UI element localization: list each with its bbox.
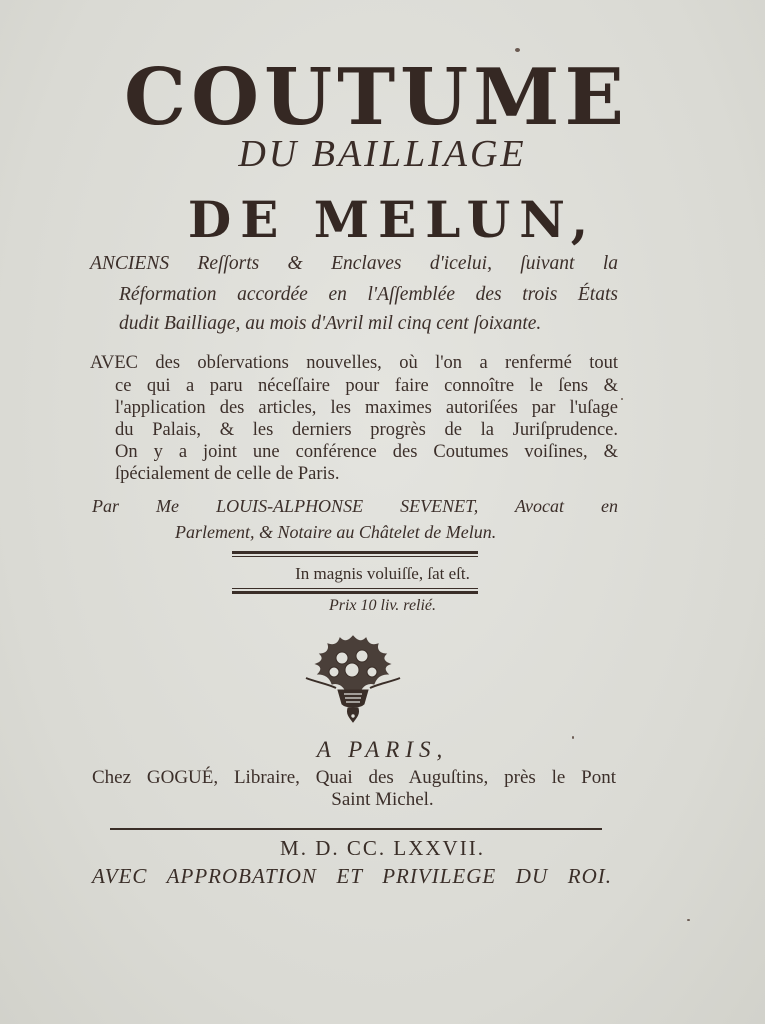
subtitle-line-2: Réformation accordée en l'Aſſemblée des trois États: [119, 284, 618, 305]
price: Prix 10 liv. relié.: [328, 597, 437, 614]
paper-speck: [515, 48, 520, 52]
paper-speck: [572, 736, 574, 739]
flower-basket-ornament-icon: [300, 632, 406, 728]
title-de-melun: DE MELUN,: [187, 190, 598, 249]
rule-bottom-thin: [232, 588, 478, 589]
description-line-1: AVEC des obſervations nouvelles, où l'on a renfermé tout: [90, 353, 618, 373]
bottom-rule: [110, 828, 602, 830]
imprint-publisher-line-1: Chez GOGUÉ, Libraire, Quai des Auguſtins, près le Pont: [92, 767, 616, 788]
paper-speck: [687, 919, 690, 921]
title-coutume: COUTUME: [124, 52, 629, 143]
subtitle-line-3: dudit Bailliage, au mois d'Avril mil cinq cent ſoixante.: [119, 313, 542, 334]
paper-speck: [621, 398, 623, 400]
author-line-2: Parlement, & Notaire au Châtelet de Melun.: [175, 522, 497, 542]
subtitle-line-1: ANCIENS Reſſorts & Enclaves d'icelui, ſuivant la: [90, 253, 618, 274]
description-line-3: l'application des articles, les maximes autoriſées par l'uſage: [115, 398, 618, 418]
imprint-publisher-line-2: Saint Michel.: [331, 789, 434, 810]
publication-date: M. D. CC. LXXVII.: [280, 836, 485, 860]
rule-bottom-thick: [232, 591, 478, 594]
rule-top-thin: [232, 556, 478, 557]
title-du-bailliage: DU BAILLIAGE: [238, 133, 527, 175]
description-line-4: du Palais, & les derniers progrès de la Juriſprudence.: [115, 420, 618, 440]
motto: In magnis voluiſſe, ſat eſt.: [295, 564, 470, 583]
description-line-6: ſpécialement de celle de Paris.: [115, 464, 340, 484]
imprint-place: A PARIS,: [316, 737, 449, 762]
approbation: AVEC APPROBATION ET PRIVILEGE DU ROI.: [92, 864, 612, 888]
description-line-5: On y a joint une conférence des Coutumes voiſines, &: [115, 442, 618, 462]
author-line-1: Par Me LOUIS-ALPHONSE SEVENET, Avocat en: [92, 496, 618, 516]
description-line-2: ce qui a paru néceſſaire pour faire connoître le ſens &: [115, 376, 618, 396]
rule-top-thick: [232, 551, 478, 554]
